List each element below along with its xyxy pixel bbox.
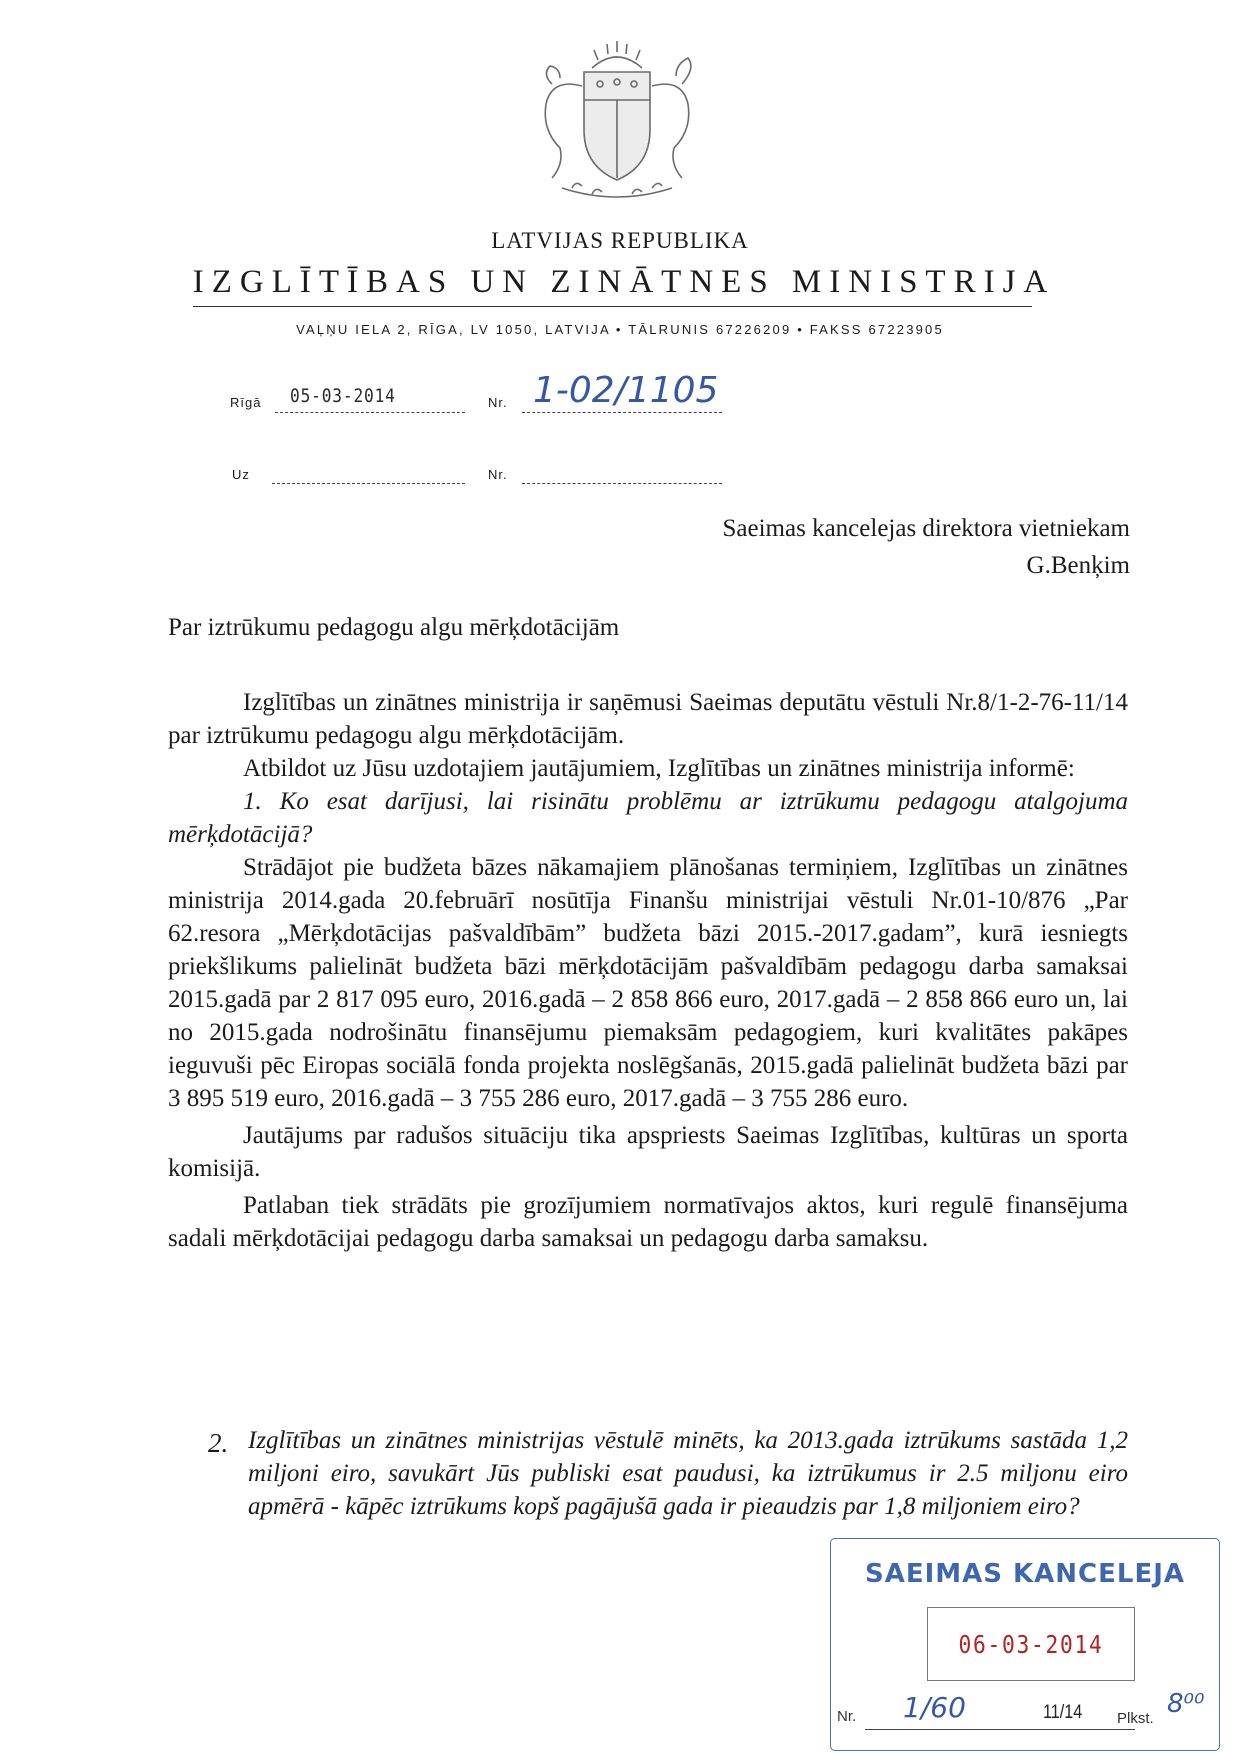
question-2: Izglītības un zinātnes ministrijas vēstulē minēts, ka 2013.gada iztrūkums sastāda 1,2 miljoni eiro, savukārt Jūs publiski esat paudusi, ka iztrūkumus ir 2.5 miljonu eiro apmērā - kāpēc iztrūkums kopš pagājušā gada ir pieaudzis par 1,8 miljoniem eiro?	[248, 1427, 1128, 1520]
addressee-name: G.Benķim	[1026, 552, 1130, 579]
paragraph-intro: Izglītības un zinātnes ministrija ir saņēmusi Saeimas deputātu vēstuli Nr.8/1-2-76-11/14 par iztrūkumu pedagogu algu mērķdotācijām.	[168, 689, 1128, 749]
letter-body	[168, 686, 1128, 1255]
letterhead-ministry: IZGLĪTĪBAS UN ZINĀTNES MINISTRIJA	[192, 264, 1056, 300]
stamp-date-box	[927, 1607, 1135, 1681]
stamp-nr-line	[865, 1729, 1135, 1730]
letterhead-republic: LATVIJAS REPUBLIKA	[491, 228, 749, 253]
receipt-stamp	[830, 1538, 1220, 1751]
question-2-number: 2.	[208, 1428, 229, 1458]
date-field-line	[275, 412, 465, 413]
paragraph-budget: Strādājot pie budžeta bāzes nākamajiem plānošanas termiņiem, Izglītības un zinātnes ministrija 2014.gada 20.februārī nosūtīja Finanšu ministrijai vēstuli Nr.01-10/876 „Par 62.resora „Mērķdotācijas pašvaldībām” budžeta bāzi 2015.-2017.gadam”, kurā iesniegts priekšlikums palielināt budžeta bāzi mērķdotācijām pašvaldībām pedagogu darba samaksai 2015.gadā par 2 817 095 euro, 2016.gadā – 2 858 866 euro, 2017.gadā – 2 858 866 euro un, lai no 2015.gada nodrošinātu finansējumu piemaksām pedagogiem, kuri kvalitātes pakāpes ieguvuši pēc Eiropas sociālā fonda projekta noslēgšanās, 2015.gadā palielināt budžeta bāzi par 3 895 519 euro, 2016.gadā – 3 755 286 euro, 2017.gadā – 3 755 286 euro.	[168, 854, 1128, 1112]
nr2-field-line	[522, 483, 722, 484]
paragraph-commission: Jautājums par radušos situāciju tika apspriests Saeimas Izglītības, kultūras un sporta komisijā.	[168, 1122, 1128, 1182]
paragraph-amendments: Patlaban tiek strādāts pie grozījumiem normatīvajos aktos, kuri regulē finansējuma sadali mērķdotācijai pedagogu darba samaksai un pedagogu darba samaksu.	[168, 1192, 1128, 1252]
registration-number: 1-02/1105	[533, 370, 719, 411]
stamp-date: 06-03-2014	[958, 1630, 1104, 1659]
place-label: Rīgā	[230, 395, 262, 410]
nr2-label: Nr.	[488, 467, 508, 482]
question-1: 1. Ko esat darījusi, lai risinātu problēmu ar iztrūkumu pedagogu atalgojuma mērķdotācijā?	[168, 788, 1128, 848]
coat-of-arms-emblem	[512, 38, 722, 208]
paragraph-answer-lead: Atbildot uz Jūsu uzdotajiem jautājumiem, Izglītības un zinātnes ministrija informē:	[243, 755, 1075, 782]
nr-label: Nr.	[488, 395, 508, 410]
letterhead-address: VAĻŅU IELA 2, RĪGA, LV 1050, LATVIJA • TĀLRUNIS 67226209 • FAKSS 67223905	[296, 322, 944, 337]
letter-subject: Par iztrūkumu pedagogu algu mērķdotācijām	[168, 614, 620, 641]
stamp-time-handwritten: 8⁰⁰	[1167, 1689, 1205, 1719]
stamp-nr-label: Nr.	[837, 1708, 857, 1725]
stamp-nr-suffix: 11/14	[1043, 1702, 1083, 1723]
letterhead-divider	[193, 306, 1032, 307]
addressee-block	[723, 510, 1130, 584]
stamp-time-label: Plkst.	[1117, 1710, 1154, 1727]
stamp-title: SAEIMAS KANCELEJA	[864, 1559, 1186, 1589]
stamp-nr-handwritten: 1/60	[903, 1691, 966, 1724]
date-stamp: 05-03-2014	[290, 385, 396, 407]
uz-field-line	[272, 483, 465, 484]
nr-field-line	[522, 412, 722, 413]
uz-label: Uz	[232, 467, 250, 482]
addressee-title: Saeimas kancelejas direktora vietniekam	[722, 515, 1130, 542]
